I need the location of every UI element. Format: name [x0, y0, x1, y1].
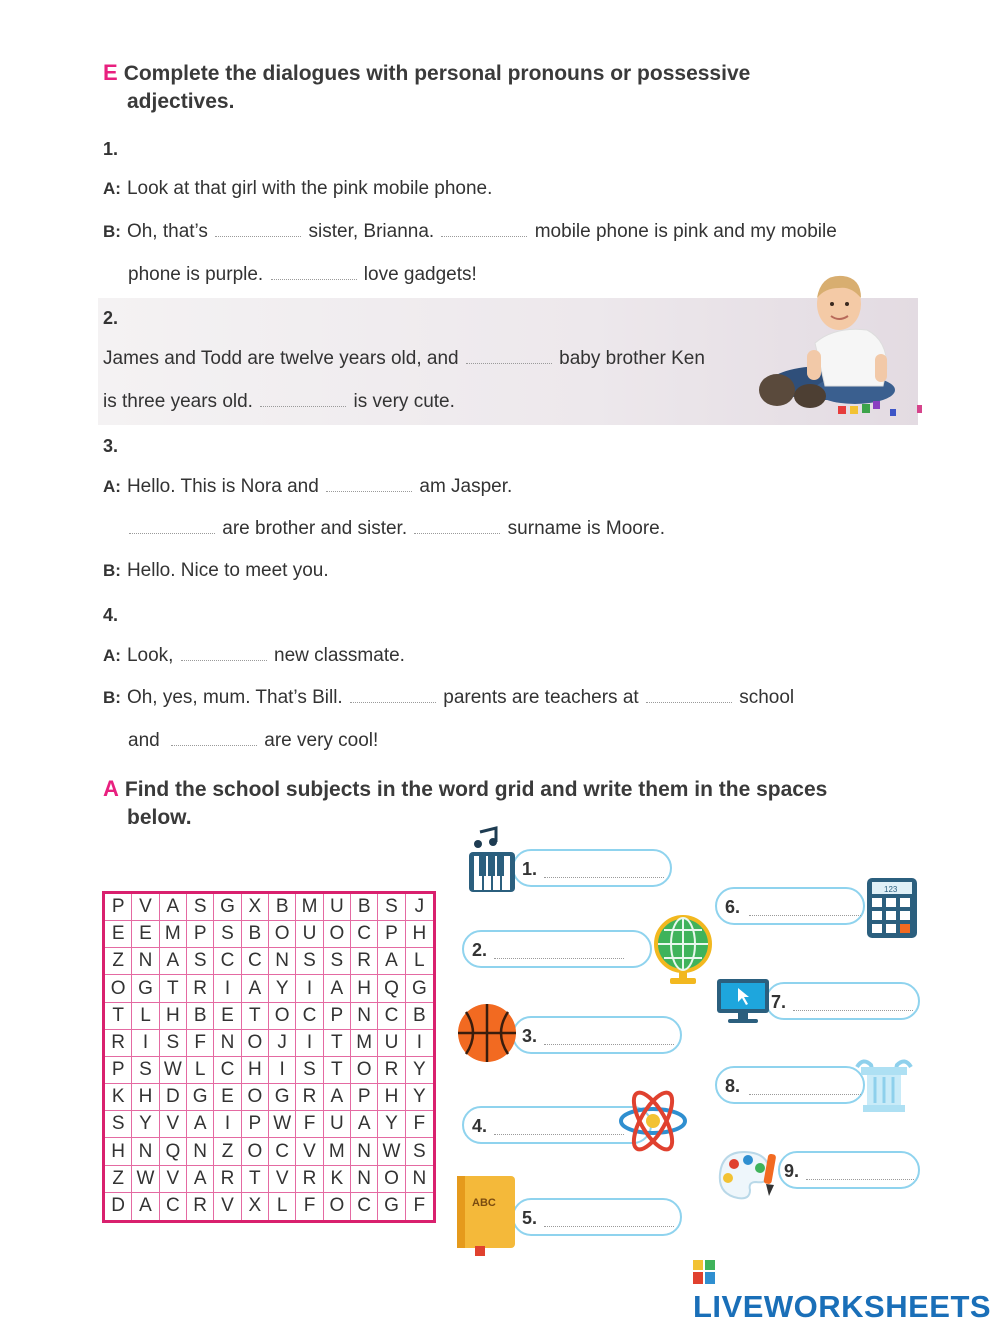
grid-cell[interactable]: W: [269, 1111, 296, 1138]
grid-cell[interactable]: R: [105, 1030, 132, 1057]
grid-cell[interactable]: O: [269, 921, 296, 948]
answer-box-3[interactable]: [512, 1016, 682, 1054]
answer-number: 2.: [472, 940, 488, 960]
grid-cell[interactable]: O: [105, 975, 132, 1002]
grid-cell[interactable]: C: [351, 921, 378, 948]
grid-cell[interactable]: S: [378, 894, 405, 921]
grid-cell[interactable]: T: [324, 1057, 351, 1084]
line-text: sister, Brianna.: [308, 221, 435, 242]
grid-cell[interactable]: E: [214, 1003, 241, 1030]
section-e-letter: E: [103, 60, 118, 85]
section-e-heading: [103, 58, 750, 88]
answer-blank[interactable]: [350, 686, 436, 703]
grid-cell[interactable]: E: [105, 921, 132, 948]
grid-cell[interactable]: G: [378, 1193, 405, 1220]
line-text: love gadgets!: [363, 264, 477, 285]
grid-cell[interactable]: V: [296, 1138, 323, 1165]
grid-cell[interactable]: P: [324, 1003, 351, 1030]
section-a-letter: A: [103, 776, 119, 801]
grid-cell[interactable]: H: [105, 1138, 132, 1165]
line-text: Oh, yes, mum. That’s Bill.: [126, 687, 343, 708]
grid-cell[interactable]: Y: [406, 1057, 433, 1084]
answer-line: [544, 877, 664, 878]
answer-line: [544, 1044, 674, 1045]
grid-cell[interactable]: U: [324, 1111, 351, 1138]
grid-cell[interactable]: V: [132, 894, 159, 921]
line-text: Look at that girl with the pink mobile phone.: [126, 178, 493, 199]
grid-cell[interactable]: R: [214, 1166, 241, 1193]
line-text: parents are teachers at: [443, 687, 639, 708]
grid-cell[interactable]: R: [351, 948, 378, 975]
grid-cell[interactable]: Y: [132, 1111, 159, 1138]
grid-cell[interactable]: G: [132, 975, 159, 1002]
line-text: Look,: [126, 645, 174, 666]
grid-cell[interactable]: J: [269, 1030, 296, 1057]
book-label: ABC: [472, 1197, 496, 1209]
answer-blank[interactable]: [181, 644, 267, 661]
grid-cell[interactable]: C: [160, 1193, 187, 1220]
grid-cell[interactable]: T: [105, 1003, 132, 1030]
grid-cell[interactable]: W: [160, 1057, 187, 1084]
answer-box-2[interactable]: [462, 930, 652, 968]
answer-line: [806, 1179, 914, 1180]
grid-cell[interactable]: N: [269, 948, 296, 975]
answer-blank[interactable]: [414, 517, 500, 534]
grid-cell[interactable]: B: [187, 1003, 214, 1030]
speaker-b: B:: [103, 222, 121, 241]
grid-cell[interactable]: O: [378, 1166, 405, 1193]
answer-box-5[interactable]: [512, 1198, 682, 1236]
grid-cell[interactable]: R: [187, 975, 214, 1002]
grid-cell[interactable]: C: [296, 1003, 323, 1030]
grid-cell[interactable]: S: [132, 1057, 159, 1084]
line-text: Hello. This is Nora and: [126, 476, 319, 497]
speaker-a: A:: [103, 477, 121, 496]
answer-number: 9.: [784, 1161, 800, 1181]
grid-cell[interactable]: A: [187, 1111, 214, 1138]
grid-cell[interactable]: L: [132, 1003, 159, 1030]
grid-cell[interactable]: I: [269, 1057, 296, 1084]
grid-cell[interactable]: Y: [406, 1084, 433, 1111]
grid-cell[interactable]: N: [214, 1030, 241, 1057]
grid-cell[interactable]: R: [378, 1057, 405, 1084]
grid-cell[interactable]: V: [160, 1111, 187, 1138]
grid-cell[interactable]: K: [105, 1084, 132, 1111]
line-text: surname is Moore.: [507, 518, 666, 539]
grid-cell[interactable]: I: [296, 1030, 323, 1057]
grid-cell[interactable]: X: [242, 1193, 269, 1220]
answer-blank[interactable]: [646, 686, 732, 703]
calculator-icon: [866, 877, 918, 939]
answer-line: [494, 958, 624, 959]
grid-cell[interactable]: V: [214, 1193, 241, 1220]
grid-cell[interactable]: S: [296, 948, 323, 975]
grid-cell[interactable]: V: [269, 1166, 296, 1193]
grid-cell[interactable]: F: [406, 1111, 433, 1138]
grid-cell[interactable]: A: [242, 975, 269, 1002]
grid-cell[interactable]: T: [242, 1166, 269, 1193]
section-a-instruction: Find the school subjects in the word grid and write them in the spaces: [124, 778, 828, 801]
grid-cell[interactable]: A: [160, 894, 187, 921]
grid-cell[interactable]: D: [160, 1084, 187, 1111]
grid-cell[interactable]: S: [406, 1138, 433, 1165]
answer-line: [749, 1094, 861, 1095]
grid-cell[interactable]: C: [214, 948, 241, 975]
answer-number: 4.: [472, 1116, 488, 1136]
palette-icon: [716, 1148, 782, 1202]
grid-cell[interactable]: P: [378, 921, 405, 948]
answer-box-1[interactable]: [512, 849, 672, 887]
grid-cell[interactable]: G: [214, 894, 241, 921]
atom-icon: [618, 1090, 688, 1152]
answer-blank[interactable]: [171, 729, 257, 746]
answer-box-6[interactable]: [715, 887, 865, 925]
grid-cell[interactable]: S: [105, 1111, 132, 1138]
grid-cell[interactable]: A: [187, 1166, 214, 1193]
grid-cell[interactable]: T: [324, 1030, 351, 1057]
section-e-instruction-cont: adjectives.: [127, 90, 235, 113]
grid-cell[interactable]: F: [296, 1193, 323, 1220]
grid-cell[interactable]: I: [296, 975, 323, 1002]
child-photo: [755, 268, 925, 426]
grid-cell[interactable]: M: [351, 1030, 378, 1057]
grid-cell[interactable]: M: [324, 1138, 351, 1165]
grid-cell[interactable]: B: [269, 894, 296, 921]
grid-cell[interactable]: G: [269, 1084, 296, 1111]
computer-monitor-icon: [716, 978, 770, 1024]
line-text: new classmate.: [274, 645, 405, 666]
logo-text: LIVEWORKSHEETS: [693, 1289, 992, 1324]
grid-cell[interactable]: Y: [378, 1111, 405, 1138]
grid-cell[interactable]: A: [351, 1111, 378, 1138]
answer-number: 8.: [725, 1076, 741, 1096]
grid-cell[interactable]: T: [242, 1003, 269, 1030]
grid-cell[interactable]: L: [269, 1193, 296, 1220]
line-text: James and Todd are twelve years old, and: [103, 348, 459, 369]
dialogue-4-line-a: [103, 644, 405, 667]
grid-cell[interactable]: G: [406, 975, 433, 1002]
answer-number: 3.: [522, 1026, 538, 1046]
grid-cell[interactable]: H: [132, 1084, 159, 1111]
answer-number: 1.: [522, 859, 538, 879]
grid-cell[interactable]: I: [214, 975, 241, 1002]
grid-cell[interactable]: P: [187, 921, 214, 948]
grid-cell[interactable]: O: [324, 921, 351, 948]
grid-cell[interactable]: Y: [269, 975, 296, 1002]
line-text: Hello. Nice to meet you.: [126, 560, 329, 581]
grid-cell[interactable]: C: [242, 948, 269, 975]
abc-book-icon: [455, 1174, 517, 1256]
grid-cell[interactable]: R: [296, 1166, 323, 1193]
grid-cell[interactable]: N: [351, 1166, 378, 1193]
grid-cell[interactable]: W: [378, 1138, 405, 1165]
grid-cell[interactable]: S: [187, 948, 214, 975]
dialogue-3-line-a: [103, 475, 512, 498]
answer-blank[interactable]: [466, 347, 552, 364]
line-text: is three years old.: [103, 391, 253, 412]
grid-cell[interactable]: H: [242, 1057, 269, 1084]
grid-cell[interactable]: H: [406, 921, 433, 948]
grid-cell[interactable]: A: [324, 1084, 351, 1111]
answer-line: [749, 915, 861, 916]
music-piano-icon: [466, 824, 518, 894]
grid-cell[interactable]: Z: [214, 1138, 241, 1165]
grid-cell[interactable]: A: [324, 975, 351, 1002]
answer-number: 6.: [725, 897, 741, 917]
grid-cell[interactable]: Z: [105, 1166, 132, 1193]
grid-cell[interactable]: I: [214, 1111, 241, 1138]
grid-cell[interactable]: U: [324, 894, 351, 921]
grid-cell[interactable]: R: [187, 1193, 214, 1220]
grid-cell[interactable]: O: [242, 1084, 269, 1111]
dialogue-4-line-b: [103, 686, 794, 709]
answer-blank[interactable]: [441, 220, 527, 237]
grid-cell[interactable]: N: [132, 1138, 159, 1165]
grid-cell[interactable]: T: [160, 975, 187, 1002]
globe-icon: [650, 912, 716, 986]
grid-cell[interactable]: S: [187, 894, 214, 921]
line-text: are brother and sister.: [222, 518, 408, 539]
grid-cell[interactable]: N: [132, 948, 159, 975]
grid-cell[interactable]: N: [406, 1166, 433, 1193]
grid-cell[interactable]: D: [105, 1193, 132, 1220]
grid-cell[interactable]: B: [242, 921, 269, 948]
grid-cell[interactable]: M: [160, 921, 187, 948]
dialogue-1-line-b: [103, 220, 837, 243]
line-text: and: [128, 730, 160, 751]
answer-blank[interactable]: [129, 517, 215, 534]
speaker-a: A:: [103, 179, 121, 198]
basketball-icon: [456, 1002, 518, 1064]
line-text: are very cool!: [264, 730, 379, 751]
answer-box-9[interactable]: [778, 1151, 920, 1189]
dialogue-3-line-a-cont: [127, 517, 665, 540]
section-e-instruction: Complete the dialogues with personal pronouns or possessive: [123, 62, 751, 85]
line-text: phone is purple.: [128, 264, 264, 285]
grid-cell[interactable]: V: [160, 1166, 187, 1193]
grid-cell[interactable]: Z: [105, 948, 132, 975]
dialogue-3-number: 3.: [103, 436, 119, 456]
dialogue-4-line-b-cont: [128, 729, 378, 752]
word-search-grid: [102, 891, 436, 1223]
grid-cell[interactable]: R: [296, 1084, 323, 1111]
dialogue-2-line-1: [103, 347, 705, 370]
answer-number: 7.: [771, 992, 787, 1012]
grid-cell[interactable]: K: [324, 1166, 351, 1193]
grid-cell[interactable]: O: [242, 1030, 269, 1057]
liveworksheets-logo-icon: [693, 1260, 715, 1284]
grid-cell[interactable]: S: [296, 1057, 323, 1084]
grid-cell[interactable]: C: [269, 1138, 296, 1165]
answer-line: [793, 1010, 913, 1011]
line-text: baby brother Ken: [559, 348, 705, 369]
dialogue-4-number: 4.: [103, 605, 119, 625]
grid-cell[interactable]: O: [324, 1193, 351, 1220]
grid-cell[interactable]: G: [187, 1084, 214, 1111]
answer-blank[interactable]: [260, 390, 346, 407]
grid-cell[interactable]: L: [187, 1057, 214, 1084]
answer-line: [494, 1134, 624, 1135]
answer-box-8[interactable]: [715, 1066, 865, 1104]
grid-cell[interactable]: I: [132, 1030, 159, 1057]
grid-cell[interactable]: Q: [378, 975, 405, 1002]
grid-cell[interactable]: M: [296, 894, 323, 921]
line-text: school: [739, 687, 795, 708]
grid-cell[interactable]: Q: [160, 1138, 187, 1165]
grid-cell[interactable]: E: [214, 1084, 241, 1111]
speaker-a: A:: [103, 646, 121, 665]
grid-cell[interactable]: P: [105, 1057, 132, 1084]
grid-cell[interactable]: C: [214, 1057, 241, 1084]
grid-cell[interactable]: L: [406, 948, 433, 975]
calculator-display: 123: [884, 885, 898, 894]
grid-cell[interactable]: A: [132, 1193, 159, 1220]
speaker-b: B:: [103, 688, 121, 707]
grid-cell[interactable]: S: [324, 948, 351, 975]
line-text: is very cute.: [353, 391, 455, 412]
section-a-instruction-cont: below.: [127, 806, 192, 829]
section-a-heading: [103, 774, 827, 804]
grid-cell[interactable]: B: [406, 1003, 433, 1030]
dialogue-1-line-b-cont: [128, 263, 477, 286]
grid-cell[interactable]: P: [242, 1111, 269, 1138]
grid-cell[interactable]: O: [269, 1003, 296, 1030]
grid-cell[interactable]: C: [351, 1193, 378, 1220]
dialogue-2-number: 2.: [103, 308, 119, 328]
dialogue-2-line-2: [103, 390, 455, 413]
grid-cell[interactable]: N: [351, 1003, 378, 1030]
line-text: am Jasper.: [419, 476, 513, 497]
grid-cell[interactable]: I: [406, 1030, 433, 1057]
grid-cell[interactable]: H: [351, 975, 378, 1002]
line-text: Oh, that’s: [126, 221, 208, 242]
grid-cell[interactable]: F: [296, 1111, 323, 1138]
dialogue-1-number: 1.: [103, 139, 119, 159]
grid-cell[interactable]: F: [413, 1195, 426, 1217]
dialogue-1-line-a: [103, 178, 492, 200]
grid-cell[interactable]: N: [351, 1138, 378, 1165]
grid-cell[interactable]: P: [105, 894, 132, 921]
grid-cell[interactable]: O: [242, 1138, 269, 1165]
grid-cell[interactable]: U: [378, 1030, 405, 1057]
column-icon: [853, 1057, 915, 1113]
line-text: mobile phone is pink and my mobile: [534, 221, 837, 242]
grid-cell[interactable]: O: [351, 1057, 378, 1084]
grid-cell[interactable]: A: [160, 948, 187, 975]
liveworksheets-logo: [693, 1253, 1000, 1325]
answer-line: [544, 1226, 674, 1227]
grid-cell[interactable]: C: [378, 1003, 405, 1030]
answer-number: 5.: [522, 1208, 538, 1228]
grid-cell[interactable]: N: [187, 1138, 214, 1165]
grid-cell[interactable]: X: [242, 894, 269, 921]
grid-cell[interactable]: H: [160, 1003, 187, 1030]
grid-cell[interactable]: U: [296, 921, 323, 948]
answer-blank[interactable]: [326, 475, 412, 492]
grid-cell[interactable]: B: [351, 894, 378, 921]
dialogue-3-line-b: [103, 560, 329, 582]
speaker-b: B:: [103, 561, 121, 580]
grid-cell[interactable]: H: [378, 1084, 405, 1111]
grid-cell[interactable]: J: [406, 894, 433, 921]
answer-blank[interactable]: [215, 220, 301, 237]
grid-cell[interactable]: S: [214, 921, 241, 948]
grid-cell[interactable]: A: [378, 948, 405, 975]
grid-cell[interactable]: S: [160, 1030, 187, 1057]
grid-cell[interactable]: E: [132, 921, 159, 948]
answer-box-7[interactable]: [765, 982, 920, 1020]
grid-cell[interactable]: W: [132, 1166, 159, 1193]
grid-cell[interactable]: P: [351, 1084, 378, 1111]
grid-cell[interactable]: F: [187, 1030, 214, 1057]
answer-blank[interactable]: [271, 263, 357, 280]
